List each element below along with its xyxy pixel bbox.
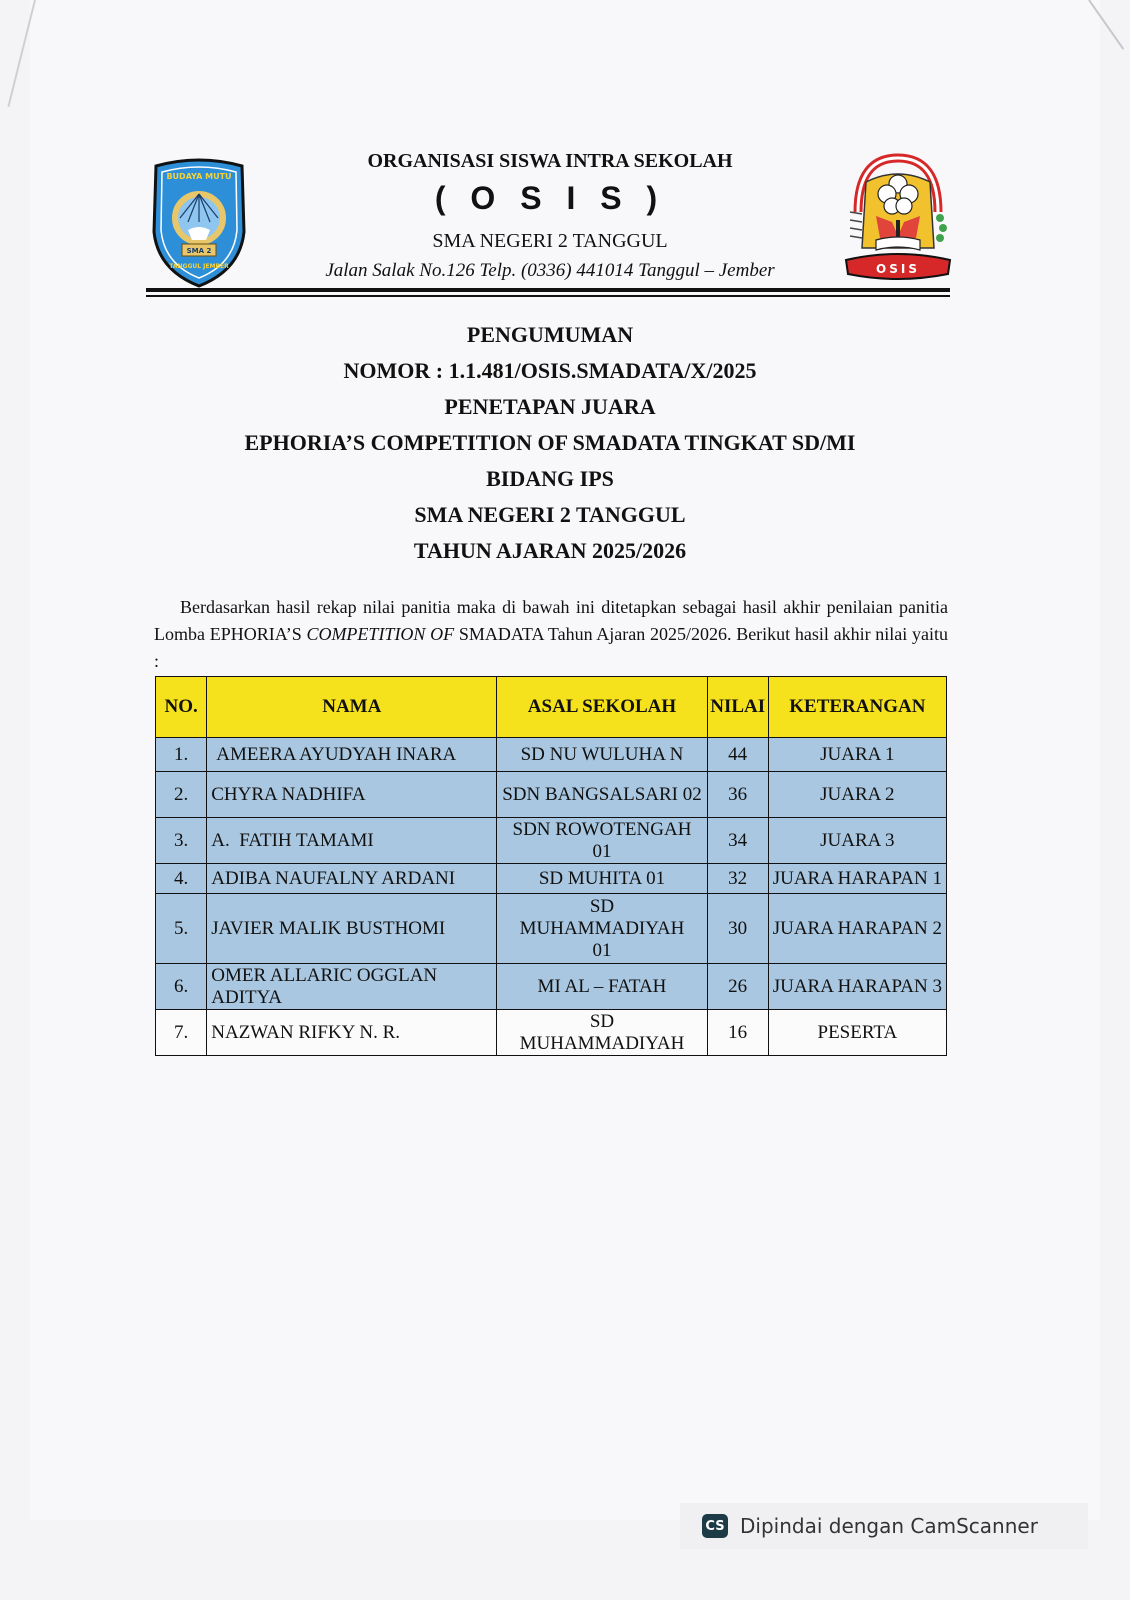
announcement-titles <box>150 318 950 570</box>
table-row <box>156 738 947 772</box>
cell-nilai: 16 <box>707 1010 768 1056</box>
cell-keterangan: JUARA HARAPAN 1 <box>768 864 946 894</box>
cell-no: 1. <box>156 738 207 772</box>
cell-asal: SD MUHITA 01 <box>497 864 707 894</box>
table-row <box>156 1010 947 1056</box>
title-field: BIDANG IPS <box>486 466 614 491</box>
table-row <box>156 964 947 1010</box>
cell-no: 5. <box>156 894 207 964</box>
svg-text:TANGGUL JEMBER: TANGGUL JEMBER <box>169 263 229 270</box>
table-row <box>156 894 947 964</box>
cell-keterangan: JUARA 2 <box>768 772 946 818</box>
cell-nama: JAVIER MALIK BUSTHOMI <box>207 894 497 964</box>
cell-nilai: 44 <box>707 738 768 772</box>
title-school: SMA NEGERI 2 TANGGUL <box>414 502 686 527</box>
cell-no: 7. <box>156 1010 207 1056</box>
header-no: NO. <box>156 677 207 738</box>
cell-no: 2. <box>156 772 207 818</box>
cell-asal: SDN ROWOTENGAH 01 <box>497 818 707 864</box>
cell-asal: SD MUHAMMADIYAH 01 <box>497 894 707 964</box>
table-row <box>156 772 947 818</box>
cell-nilai: 36 <box>707 772 768 818</box>
header-divider <box>146 288 950 292</box>
cell-no: 4. <box>156 864 207 894</box>
cell-nilai: 30 <box>707 894 768 964</box>
cell-keterangan: JUARA 3 <box>768 818 946 864</box>
table-header-row <box>156 677 947 738</box>
table-row <box>156 818 947 864</box>
cell-keterangan: JUARA HARAPAN 3 <box>768 964 946 1010</box>
header-asal-sekolah: ASAL SEKOLAH <box>497 677 707 738</box>
header-keterangan: KETERANGAN <box>768 677 946 738</box>
title-number: NOMOR : 1.1.481/OSIS.SMADATA/X/2025 <box>343 358 757 383</box>
svg-text:OSIS: OSIS <box>876 262 920 276</box>
title-competition: EPHORIA’S COMPETITION OF SMADATA TINGKAT SD/MI <box>244 430 856 455</box>
cell-nilai: 26 <box>707 964 768 1010</box>
header-nama: NAMA <box>207 677 497 738</box>
cell-asal: SDN BANGSALSARI 02 <box>497 772 707 818</box>
svg-text:BUDAYA MUTU: BUDAYA MUTU <box>166 172 232 181</box>
org-abbreviation: ( O S I S ) <box>434 180 666 216</box>
title-year: TAHUN AJARAN 2025/2026 <box>413 538 687 563</box>
camscanner-text: Dipindai dengan CamScanner <box>740 1514 1038 1538</box>
cell-nama: CHYRA NADHIFA <box>207 772 497 818</box>
cell-keterangan: JUARA HARAPAN 2 <box>768 894 946 964</box>
intro-text-2: SMADATA Tahun Ajaran 2025/2026. Berikut hasil akhir nilai yaitu : <box>154 624 949 671</box>
title-announcement: PENGUMUMAN <box>466 322 634 347</box>
osis-emblem-icon <box>842 152 954 284</box>
cell-nama: A. FATIH TAMAMI <box>207 818 497 864</box>
cell-keterangan: PESERTA <box>768 1010 946 1056</box>
cell-no: 6. <box>156 964 207 1010</box>
results-table <box>155 676 947 1056</box>
cell-nama: OMER ALLARIC OGGLAN ADITYA <box>207 964 497 1010</box>
header-nilai: NILAI <box>707 677 768 738</box>
table-row <box>156 864 947 894</box>
org-name: ORGANISASI SISWA INTRA SEKOLAH <box>367 150 733 172</box>
intro-text-1: Berdasarkan hasil rekap nilai panitia maka di bawah ini ditetapkan sebagai hasil akhir penilaian panitia Lomba EPHORIA’S <box>154 597 948 644</box>
camscanner-logo-icon: CS <box>702 1514 728 1538</box>
school-crest-icon <box>148 152 250 288</box>
header-divider-thin <box>146 295 950 297</box>
svg-text:SMA 2: SMA 2 <box>186 247 212 255</box>
cell-asal: SD NU WULUHA N <box>497 738 707 772</box>
cell-nilai: 32 <box>707 864 768 894</box>
title-decision: PENETAPAN JUARA <box>444 394 656 419</box>
intro-paragraph <box>154 594 948 675</box>
cell-nama: NAZWAN RIFKY N. R. <box>207 1010 497 1056</box>
school-address: Jalan Salak No.126 Telp. (0336) 441014 Tanggul – Jember <box>325 260 775 281</box>
cell-keterangan: JUARA 1 <box>768 738 946 772</box>
intro-text-italic: COMPETITION OF <box>306 624 455 644</box>
cell-nama: AMEERA AYUDYAH INARA <box>207 738 497 772</box>
cell-no: 3. <box>156 818 207 864</box>
camscanner-watermark <box>680 1503 1088 1549</box>
cell-nilai: 34 <box>707 818 768 864</box>
cell-nama: ADIBA NAUFALNY ARDANI <box>207 864 497 894</box>
cell-asal: SD MUHAMMADIYAH <box>497 1010 707 1056</box>
cell-asal: MI AL – FATAH <box>497 964 707 1010</box>
school-name: SMA NEGERI 2 TANGGUL <box>432 230 668 252</box>
